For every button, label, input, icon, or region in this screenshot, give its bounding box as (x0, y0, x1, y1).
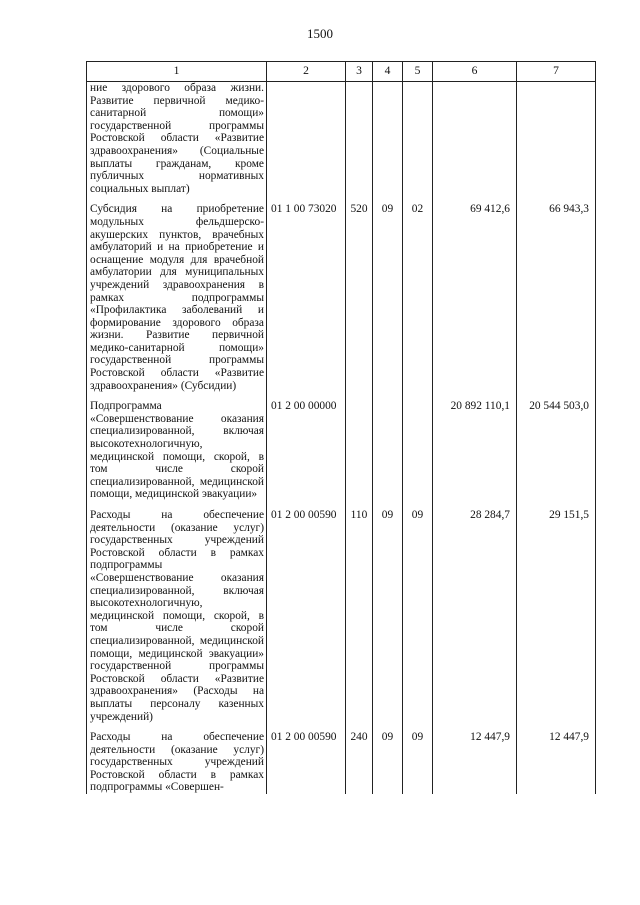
table-header-row (87, 62, 596, 82)
row-name: Расходы на обеспечение деятельности (оказание услуг) государственных учреждений Ростовской области в рамках подпрограммы «Совершен- (87, 723, 267, 794)
table-row (87, 501, 596, 723)
page-number: 1500 (307, 26, 333, 41)
row-expense-type (346, 392, 373, 501)
table-row (87, 723, 596, 794)
row-subsection: 09 (403, 501, 433, 723)
row-target-code: 01 2 00 00000 (267, 392, 346, 501)
row-amount-year-1 (433, 82, 517, 196)
row-expense-type: 110 (346, 501, 373, 723)
row-section: 09 (373, 501, 403, 723)
row-subsection (403, 392, 433, 501)
table-row (87, 195, 596, 392)
header-col-5: 5 (403, 62, 433, 82)
row-amount-year-1: 12 447,9 (433, 723, 517, 794)
row-name: Подпрограмма «Совершенствование оказания специализированной, включая высокотехнологичную, медицинской помощи, скорой, в том числе скорой специализированной, медицинской помощи, медицинской эвакуации» (87, 392, 267, 501)
header-col-2: 2 (267, 62, 346, 82)
row-name: ние здорового образа жизни. Развитие первичной медико-санитарной помощи» государственной программы Ростовской области «Развитие здравоохранения» (Социальные выплаты гражданам, кроме публичных нормативных социальных выплат) (87, 82, 267, 196)
row-name: Субсидия на приобретение модульных фельдшерско-акушерских пунктов, врачебных амбулаторий и на приобретение и оснащение модуля для врачебной амбулатории для муниципальных учреждений здравоохранения в рамках подпрограммы «Профилактика заболеваний и формирование здорового образа жизни. Развитие первичной медико-санитарной помощи» государственной программы Ростовской области «Развитие здравоохранения» (Субсидии) (87, 195, 267, 392)
row-subsection: 02 (403, 195, 433, 392)
row-name: Расходы на обеспечение деятельности (оказание услуг) государственных учреждений Ростовской области в рамках подпрограммы «Совершенствование оказания специализированной, включая высокотехнологичную, медицинской помощи, скорой, в том числе скорой специализированной, медицинской помощи, медицинской эвакуации» государственной программы Ростовской области «Развитие здравоохранения» (Расходы на выплаты персоналу казенных учреждений) (87, 501, 267, 723)
row-target-code: 01 2 00 00590 (267, 723, 346, 794)
row-subsection (403, 82, 433, 196)
row-expense-type (346, 82, 373, 196)
row-target-code: 01 1 00 73020 (267, 195, 346, 392)
table-row (87, 82, 596, 196)
row-amount-year-1: 20 892 110,1 (433, 392, 517, 501)
row-section: 09 (373, 195, 403, 392)
row-amount-year-1: 28 284,7 (433, 501, 517, 723)
table-row (87, 392, 596, 501)
row-amount-year-2 (517, 82, 596, 196)
row-amount-year-2: 20 544 503,0 (517, 392, 596, 501)
row-expense-type: 240 (346, 723, 373, 794)
header-col-3: 3 (346, 62, 373, 82)
row-subsection: 09 (403, 723, 433, 794)
row-target-code: 01 2 00 00590 (267, 501, 346, 723)
row-amount-year-2: 29 151,5 (517, 501, 596, 723)
row-section (373, 392, 403, 501)
header-col-7: 7 (517, 62, 596, 82)
header-col-6: 6 (433, 62, 517, 82)
row-expense-type: 520 (346, 195, 373, 392)
row-amount-year-2: 12 447,9 (517, 723, 596, 794)
row-section: 09 (373, 723, 403, 794)
row-amount-year-1: 69 412,6 (433, 195, 517, 392)
row-section (373, 82, 403, 196)
row-target-code (267, 82, 346, 196)
budget-table (86, 61, 596, 794)
header-col-4: 4 (373, 62, 403, 82)
header-col-1: 1 (87, 62, 267, 82)
row-amount-year-2: 66 943,3 (517, 195, 596, 392)
